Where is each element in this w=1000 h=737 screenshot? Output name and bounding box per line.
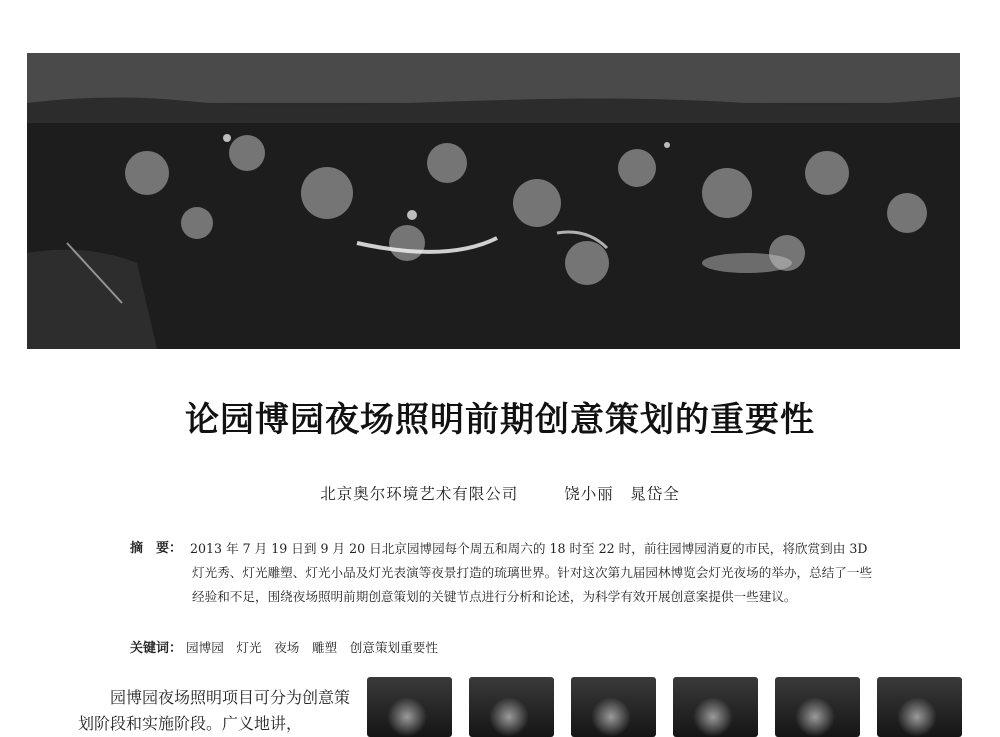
thumb-photo-5 — [775, 677, 860, 737]
byline — [0, 482, 1000, 504]
thumb-photo-4 — [673, 677, 758, 737]
thumb-photo-6 — [877, 677, 962, 737]
company-name: 北京奥尔环境艺术有限公司 — [320, 485, 519, 503]
keywords-label: 关键词： — [130, 641, 183, 656]
body-paragraph: 园博园夜场照明项目可分为创意策划阶段和实施阶段。广义地讲， — [78, 688, 351, 733]
abstract-text: 2013 年 7 月 19 日到 9 月 20 日北京园博园每个周五和周六的 18 时至 22 时，前往园博园消夏的市民，将欣赏到由 3D 灯光秀、灯光雕塑、灯光小品及灯光表演等夜景打造的琉璃世界。针对这次第九届园林博览会灯光夜场的举办，总结了一些经验和不足，围绕夜场照明前期创意策划的关键节点进行分析和论述，为科学有效开展创意案提供一些建议。 — [190, 541, 873, 604]
keywords — [130, 637, 438, 656]
thumb-photo-1 — [367, 677, 452, 737]
abstract-label: 摘 要： — [130, 541, 183, 556]
thumb-photo-3 — [571, 677, 656, 737]
keywords-text: 园博园 灯光 夜场 雕塑 创意策划重要性 — [186, 640, 438, 655]
author-names: 饶小丽 晁岱全 — [564, 485, 680, 503]
hero-night-panorama-photo — [27, 53, 960, 349]
thumb-photo-2 — [469, 677, 554, 737]
abstract — [130, 537, 875, 609]
hero-photo-illustration — [27, 53, 960, 349]
article-title: 论园博园夜场照明前期创意策划的重要性 — [185, 400, 815, 440]
